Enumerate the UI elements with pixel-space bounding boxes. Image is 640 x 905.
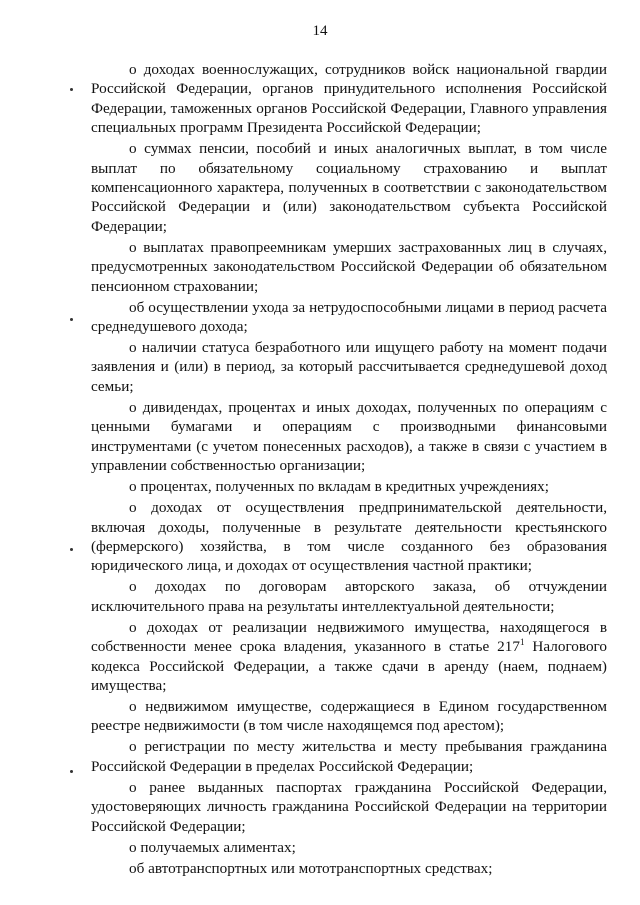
list-item: об автотранспортных или мототранспортных средствах;	[129, 859, 493, 877]
list-item: о доходах по договорам авторского заказа, об отчуждении исключительного права на результаты интеллектуальной деятельности;	[91, 578, 607, 615]
margin-mark	[70, 88, 73, 91]
list-item: о доходах военнослужащих, сотрудников войск национальной гвардии Российской Федерации, органов принудительного исполнения Российской Федерации, таможенных органов Российской Федерации, Главного управления специальных программ Президента Российской Федерации;	[91, 61, 607, 137]
margin-mark	[70, 770, 73, 773]
list-item-text: Налогового кодекса Российской Федерации, а также сдачи в аренду (наем, поднаем) имущества;	[91, 638, 607, 694]
list-item: об осуществлении ухода за нетрудоспособными лицами в период расчета среднедушевого дохода;	[91, 298, 607, 336]
list-item: о суммах пенсии, пособий и иных аналогичных выплат, в том числе выплат по обязательному социальному страхованию и выплат компенсационного характера, полученных в соответствии с законодательством Российской Федерации и (или) законодательством субъекта Российской Федерации;	[91, 140, 607, 235]
document-body	[91, 60, 607, 880]
superscript: 1	[519, 637, 525, 648]
margin-mark	[70, 318, 73, 321]
margin-mark	[70, 548, 73, 551]
list-item: о регистрации по месту жительства и месту пребывания гражданина Российской Федерации в пределах Российской Федерации;	[91, 738, 607, 775]
list-item: о доходах от осуществления предпринимательской деятельности, включая доходы, полученные в результате деятельности крестьянского (фермерского) хозяйства, в том числе созданного без образования юридического лица, и доходах от осуществления частной практики;	[91, 499, 607, 575]
list-item: о получаемых алиментах;	[129, 838, 296, 856]
list-item: о дивидендах, процентах и иных доходах, полученных по операциям с ценными бумагами и операциям с производными финансовыми инструментами (с учетом понесенных расходов), а также в связи с участием в управлении собственностью организации;	[91, 398, 607, 475]
list-item-text: о доходах от реализации недвижимого имущества, находящегося в собственности менее срока владения, указанного в статье 217	[91, 618, 607, 656]
list-item	[91, 618, 607, 696]
list-item: о ранее выданных паспортах гражданина Российской Федерации, удостоверяющих личность гражданина Российской Федерации на территории Российской Федерации;	[91, 778, 607, 835]
list-item: о процентах, полученных по вкладам в кредитных учреждениях;	[129, 478, 549, 496]
list-item: о выплатах правопреемникам умерших застрахованных лиц в случаях, предусмотренных законодательством Российской Федерации об обязательном пенсионном страховании;	[91, 238, 607, 295]
list-item: о недвижимом имуществе, содержащиеся в Едином государственном реестре недвижимости (в том числе находящемся под арестом);	[91, 697, 607, 735]
page-number: 14	[312, 23, 328, 39]
list-item: о наличии статуса безработного или ищущего работу на момент подачи заявления и (или) в период, за который рассчитывается среднедушевой доход семьи;	[91, 339, 607, 395]
